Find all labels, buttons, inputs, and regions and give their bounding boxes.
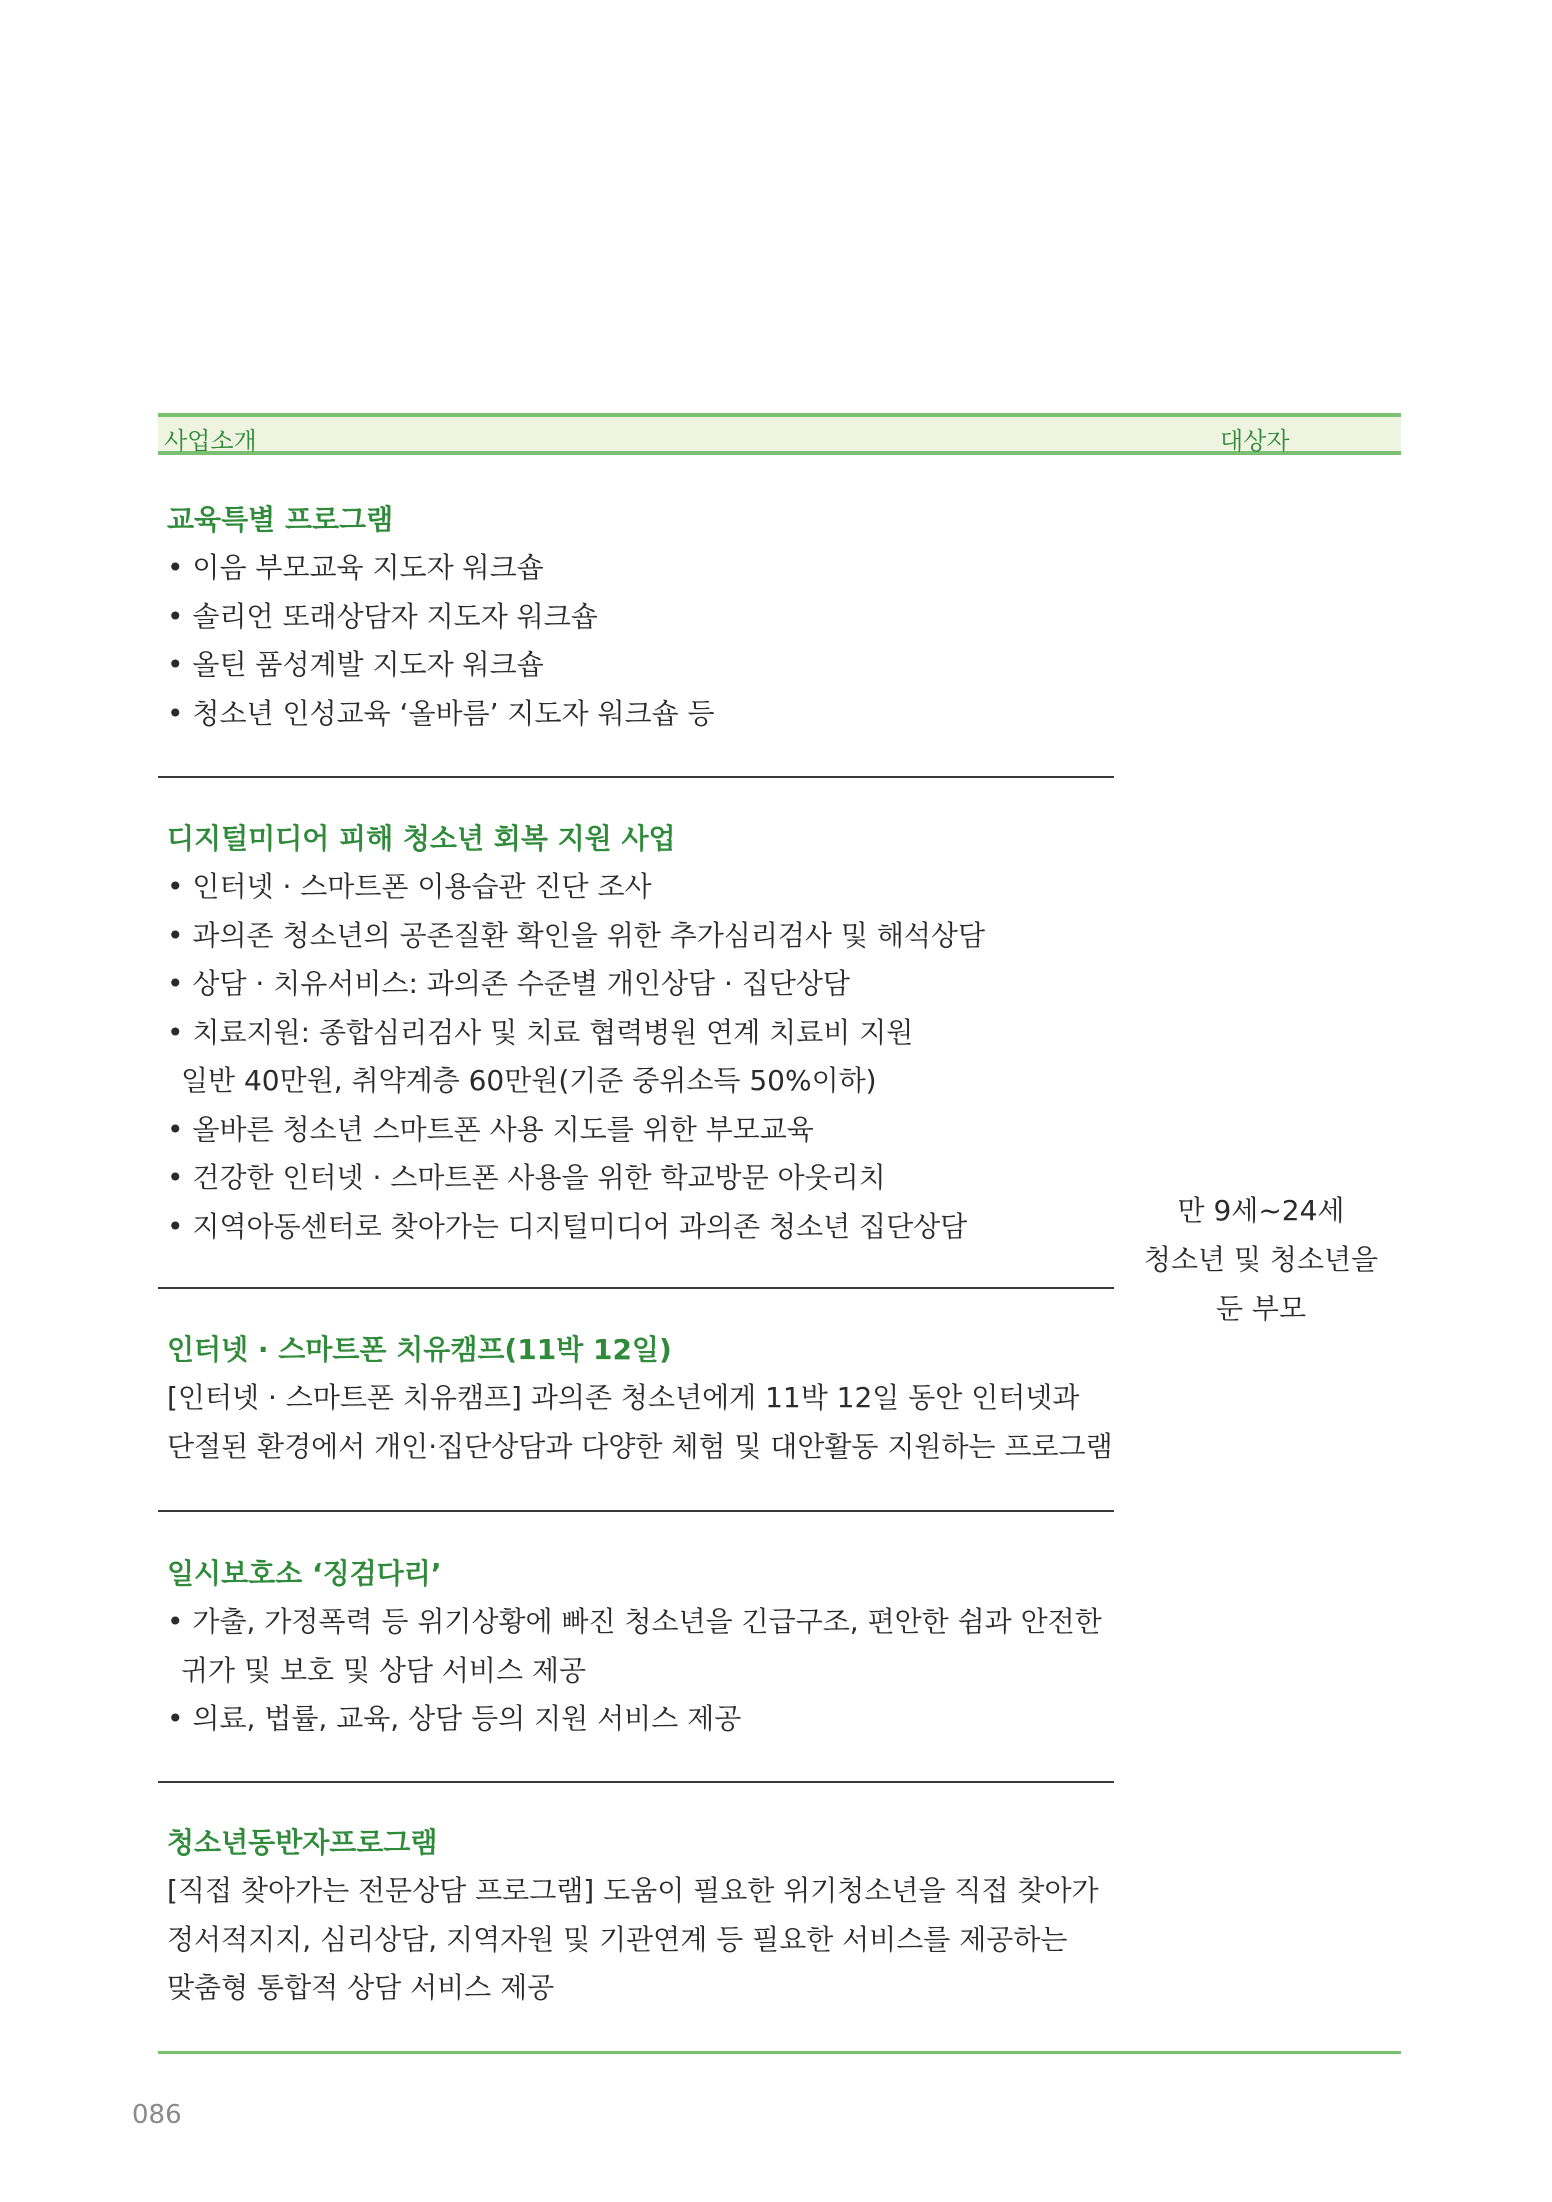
list-item: • 이음 부모교육 지도자 워크숍 — [167, 551, 544, 584]
list-item: • 지역아동센터로 찾아가는 디지털미디어 과의존 청소년 집단상담 — [167, 1209, 968, 1243]
section-divider — [158, 1510, 1114, 1512]
target-line: 만 9세~24세 — [1177, 1194, 1345, 1227]
paragraph-line: 맞춤형 통합적 상담 서비스 제공 — [167, 1971, 555, 2004]
list-item-continuation: 귀가 및 보호 및 상담 서비스 제공 — [181, 1653, 587, 1687]
list-item-continuation: 일반 40만원, 취약계층 60만원(기준 중위소득 50%이하) — [181, 1064, 877, 1097]
table-bottom-rule — [158, 2051, 1401, 2054]
page-number: 086 — [132, 2100, 182, 2130]
target-audience — [1120, 1186, 1402, 1333]
list-item: • 상담 · 치유서비스: 과의존 수준별 개인상담 · 집단상담 — [167, 967, 850, 1000]
list-item: • 올틴 품성계발 지도자 워크숍 — [167, 648, 544, 681]
section-digital-media-recovery — [167, 815, 1117, 1251]
section-temporary-shelter — [167, 1550, 1117, 1744]
table-header — [158, 413, 1401, 455]
section-title: 청소년동반자프로그램 — [167, 1826, 438, 1859]
section-divider — [158, 776, 1114, 778]
list-item: • 건강한 인터넷 · 스마트폰 사용을 위한 학교방문 아웃리치 — [167, 1161, 886, 1194]
section-title: 디지털미디어 피해 청소년 회복 지원 사업 — [167, 822, 676, 855]
header-program-label: 사업소개 — [164, 427, 257, 455]
paragraph-line: 단절된 환경에서 개인·집단상담과 다양한 체험 및 대안활동 지원하는 프로그램 — [167, 1429, 1113, 1463]
section-title: 일시보호소 ‘징검다리’ — [167, 1557, 442, 1590]
header-target-label: 대상자 — [1220, 427, 1290, 455]
list-item: • 치료지원: 종합심리검사 및 치료 협력병원 연계 치료비 지원 — [167, 1015, 914, 1049]
paragraph-line: [인터넷 · 스마트폰 치유캠프] 과의존 청소년에게 11박 12일 동안 인터넷과 — [167, 1381, 1080, 1414]
target-line: 청소년 및 청소년을 — [1143, 1243, 1379, 1276]
list-item: • 솔리언 또래상담자 지도자 워크숍 — [167, 599, 598, 633]
section-education-program — [167, 496, 1117, 738]
section-title: 인터넷 · 스마트폰 치유캠프(11박 12일) — [167, 1333, 672, 1366]
target-line: 둔 부모 — [1215, 1292, 1307, 1325]
list-item: • 청소년 인성교육 ‘올바름’ 지도자 워크숍 등 — [167, 696, 715, 730]
section-divider — [158, 1781, 1114, 1783]
section-title: 교육특별 프로그램 — [167, 503, 394, 536]
list-item: • 과의존 청소년의 공존질환 확인을 위한 추가심리검사 및 해석상담 — [167, 918, 986, 952]
list-item: • 의료, 법률, 교육, 상담 등의 지원 서비스 제공 — [167, 1702, 742, 1735]
list-item: • 올바른 청소년 스마트폰 사용 지도를 위한 부모교육 — [167, 1112, 814, 1146]
paragraph-line: 정서적지지, 심리상담, 지역자원 및 기관연계 등 필요한 서비스를 제공하는 — [167, 1922, 1068, 1956]
section-divider — [158, 1287, 1114, 1289]
section-youth-companion — [167, 1819, 1117, 2013]
list-item: • 인터넷 · 스마트폰 이용습관 진단 조사 — [167, 870, 652, 903]
list-item: • 가출, 가정폭력 등 위기상황에 빠진 청소년을 긴급구조, 편안한 쉼과 안전한 — [167, 1605, 1102, 1638]
paragraph-line: [직접 찾아가는 전문상담 프로그램] 도움이 필요한 위기청소년을 직접 찾아가 — [167, 1874, 1099, 1907]
section-healing-camp — [167, 1326, 1117, 1471]
